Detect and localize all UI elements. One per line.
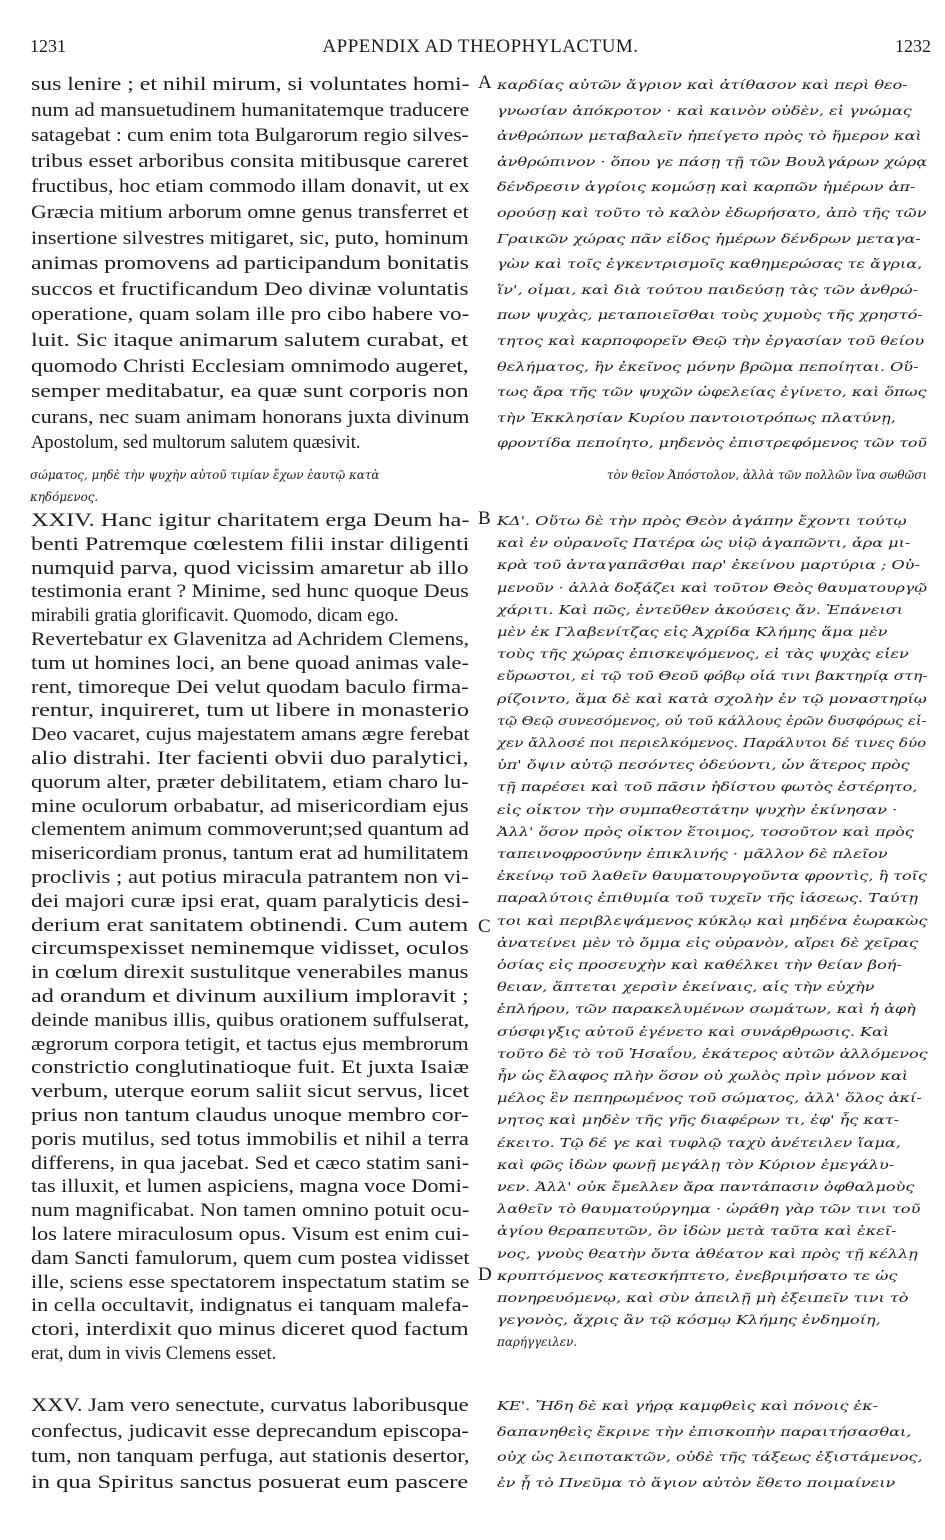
text-line: παραλύτοις ἐπιθυμία τοῦ τυχεῖν τῆς ἰάσεως. Ταύτῃ [497, 891, 919, 906]
text-line: Revertebatur ex Glavenitza ad Achridem Clemens, [31, 629, 470, 650]
text-line: εἰς οἶκτον τὴν συμπαθεστάτην ψυχὴν ἐκίνησαν · [497, 802, 898, 817]
text-line: κρυπτόμενος κατεσκήπτετο, ἐνεβριμήσατο τε ὡς [497, 1268, 898, 1283]
text-line: derium erat sanitatem obtinendi. Cum autem [31, 914, 469, 936]
text-line: mirabili gratia glorificavit. Quomodo, dicam ego. [31, 605, 399, 627]
text-line: φροντίδα πεποίητο, μηδενὸς ἐπιστρεφόμενος τῶν τοῦ [497, 436, 927, 451]
text-line: ΚΕ'. Ἤδη δὲ καὶ γήρᾳ καμφθεὶς καὶ πόνοις ἐκ- [497, 1399, 879, 1413]
text-line: νεν. Ἀλλ' οὐκ ἔμελλεν ἄρα παντάπασιν ὀφθαλμοὺς [497, 1180, 915, 1194]
text-line: χάριτι. Καὶ πῶς, ἐντεῦθεν ἀκούσεις ἄν. Ἐπάνεισι [497, 602, 904, 617]
text-line: XXIV. Hanc igitur charitatem erga Deum ha- [31, 510, 470, 531]
greek-full-line-left: σώματος, μηδὲ τὴν ψυχὴν αὐτοῦ τιμίαν ἔχων ἑαυτῷ κατὰ [30, 468, 380, 482]
text-line: ταπεινοφροσύνην ἐπικλινής · μᾶλλον δὲ πλεῖον [497, 847, 888, 861]
text-line: succos et fructificandum Deo divinæ voluntatis [31, 278, 469, 300]
text-line: mine oculorum orbabatur, ad misericordiam ejus [31, 795, 469, 817]
text-line: θελήματος, ἣν ἐκεῖνος μόνην βρῶμα πεποίηται. Οὕ- [497, 359, 919, 374]
text-line: semper meditabatur, ea quæ sunt corporis non [31, 381, 469, 403]
text-line: πων ψυχὰς, μεταποιεῖσθαι τοὺς χυμοὺς τῆς χρηστό- [497, 308, 923, 323]
text-line: μενοῦν · ἀλλὰ δοξάζει καὶ τοῦτον Θεὸς θαυματουργῷ [497, 580, 928, 595]
text-line: tribus esset arboribus consita mitibusque careret [31, 150, 469, 172]
text-line: fructibus, hoc etiam commodo illam donavit, ut ex [31, 176, 470, 198]
text-line: tum ut homines loci, an bene quoad animas vale- [31, 652, 469, 674]
text-line: clementem animum commoverunt;sed quantum ad [31, 819, 470, 841]
text-line: τως ἄρα τῆς τῶν ψυχῶν ὠφελείας ἐγίνετο, καὶ ὅπως [497, 385, 927, 400]
margin-marker-a: A [478, 72, 492, 93]
text-line: πονηρευόμενῳ, καὶ σὺν ἀπειλῇ μὴ ἐξειπεῖν τινι τὸ [497, 1291, 909, 1305]
text-line: ἀνατείνει μὲν τὸ ὄμμα εἰς οὐρανὸν, αἴρει δὲ χεῖρας [497, 935, 918, 950]
text-line: ἁγίου θεραπευτῶν, ὃν ἰδὼν μετὰ ταῦτα καὶ ἐκεῖ- [497, 1224, 897, 1239]
text-line: testimonia erant ? Minime, sed hunc quoque Deus [31, 581, 469, 603]
text-line: num ad mansuetudinem humanitatemque traducere [31, 99, 470, 121]
text-line: dam Sancti famulorum, quem cum postea vidisset [31, 1247, 470, 1269]
text-line: numquid parva, quod vicissim amaretur ab illo [31, 557, 469, 579]
margin-marker-c: C [478, 916, 491, 937]
text-line: δαπανηθεὶς ἔκρινε τὴν ἐπισκοπὴν παραιτήσασθαι, [497, 1424, 912, 1439]
text-line: quomodo Christi Ecclesiam omnimodo augeret, [31, 355, 469, 377]
text-line: in qua Spiritus sanctus posuerat eum pascere [31, 1471, 469, 1493]
page-number-left: 1231 [30, 36, 66, 56]
text-line: ἐν ᾗ τὸ Πνεῦμα τὸ ἅγιον αὐτὸν ἔθετο ποιμαίνειν [497, 1475, 896, 1490]
text-line: καρδίας αὐτῶν ἄγριον καὶ ἀτίθασον καὶ περὶ θεο- [497, 78, 908, 92]
margin-marker-b: B [478, 508, 491, 529]
margin-marker-d: D [478, 1264, 492, 1285]
text-line: constrictio conglutinatioque fuit. Et juxta Isaiæ [31, 1057, 470, 1079]
text-line: operatione, quam solam ille pro cibo habere vo- [31, 304, 470, 326]
text-line: in cœlum direxit sustulitque venerabiles manus [31, 962, 469, 984]
greek-tail-line [30, 484, 927, 510]
text-line: οὐχ ὡς λειποτακτῶν, οὐδὲ τῆς τάξεως ἐξιστάμενος, [497, 1450, 923, 1464]
text-line: ἐκείνῳ τοῦ λαθεῖν θαυματουργοῦντα φροντὶς, ἢ τοῖς [497, 869, 927, 884]
text-line: poris mutilus, sed totus immobilis et nihil a terra [31, 1128, 469, 1150]
text-line: παρήγγειλεν. [497, 1335, 578, 1350]
text-line: ægrorum corpora tetigit, et tactus ejus membrorum [31, 1033, 469, 1055]
text-line: tas illuxit, et lumen aspiciens, magna voce Domi- [31, 1176, 470, 1198]
text-line: ρίζοιντο, ἅμα δὲ καὶ κατὰ σχολὴν ἐν τῷ μοναστηρίῳ [497, 691, 927, 706]
text-line: χεν ἄλλοσέ ποι περιελκόμενος. Παράλυτοι δέ τινες δύο [497, 736, 927, 750]
text-line: γνωσίαν ἀπόκροτον · καὶ καινὸν οὐδὲν, εἰ γνώμας [497, 103, 912, 118]
text-line: τοι καὶ περιβλεψάμενος κύκλῳ καὶ μηδένα ἑωρακὼς [497, 913, 928, 928]
text-line: τῷ Θεῷ συνεσόμενος, οὗ τοῦ κάλλους ἐρῶν δυσφόρως εἶ- [497, 713, 927, 728]
text-line: Ἀλλ' ὅσον πρὸς οἶκτον ἕτοιμος, τοσοῦτον καὶ πρὸς [497, 824, 914, 839]
text-line: ὁσίας εἰς προσευχὴν καὶ καθέλκει τὴν θείαν βοή- [497, 958, 902, 972]
text-line: ἦν ὡς ἔλαφος πλὴν ὅσον οὐ χωλὸς πρὶν μόνον καὶ [497, 1069, 909, 1083]
text-line: XXV. Jam vero senectute, curvatus laboribusque [31, 1395, 469, 1416]
text-line: τοὺς τῆς χώρας ἐπισκεψόμενος, εἰ τὰς ψυχὰς εἶεν [497, 647, 909, 662]
text-line: Γραικῶν χώρας πᾶν εἶδος ἡμέρων δένδρων μεταγα- [497, 231, 921, 246]
text-line: ctori, interdixit quo minus diceret quod factum [31, 1319, 469, 1341]
text-line: καὶ ἐν οὐρανοῖς Πατέρα ὡς υἱῷ ἀγαπῶντι, ἆρα μι- [497, 536, 911, 551]
text-line: γεγονὸς, ἄχρις ἂν τῷ κόσμῳ Κλήμης ἐνδημοίη, [497, 1313, 881, 1328]
text-line: νος, γνοὺς θεατὴν ὄντα ἀθέατον καὶ πρὸς τῇ κέλλῃ [497, 1246, 918, 1261]
text-line: Deo vacaret, cujus majestatem amans ægre ferebat [31, 724, 470, 746]
text-line: τῇ παρέσει καὶ τοῦ πᾶσιν ἡδίστου φωτὸς ἐστέρητο, [497, 780, 918, 795]
text-line: ΚΔ'. Οὕτω δὲ τὴν πρὸς Θεὸν ἀγάπην ἔχοντι τούτῳ [497, 514, 907, 528]
text-line: τὴν Ἐκκλησίαν Κυρίου παντοιοτρόπως πλατύνῃ, [497, 410, 896, 425]
text-line: ὑπ' ὄψιν αὐτῷ πεσόντες ὁδεύοντι, ὧν ἅτερος πρὸς [497, 758, 910, 773]
text-line: μὲν ἐκ Γλαβενίτζας εἰς Ἀχρίδα Κλήμης ἅμα μὲν [497, 625, 888, 639]
text-line: in cella occultavit, indignatus ei tanquam malefa- [31, 1295, 469, 1317]
text-line: γὼν καὶ τοῖς ἐγκεντρισμοῖς καθημερώσας τε ἄγρια, [497, 257, 923, 272]
text-line: μέλος ἓν πεπηρωμένος τοῦ σώματος, ἀλλ' ὅλος ἀκί- [497, 1091, 922, 1106]
text-line: rent, timoreque Dei velut quodam baculo firma- [31, 676, 469, 698]
text-line: quorum alter, præter debilitatem, etiam charo lu- [31, 771, 469, 793]
text-line: κρὰ τοῦ ἀνταγαπᾶσθαι παρ' ἐκείνου μαρτύρια ; Οὐ- [497, 558, 920, 573]
text-line: dei majori curæ ipsi erat, quam paralyticis desi- [31, 890, 470, 912]
text-line: ορούσῃ καὶ τοῦτο τὸ καλὸν ἐδωρήσατο, ἀπὸ τῆς τῶν [497, 206, 927, 220]
text-line: satagebat : cum enim tota Bulgarorum regio silves- [31, 125, 469, 147]
text-line: εὔρωστοι, εἰ τῷ τοῦ Θεοῦ φόβῳ οἷά τινι βακτηρίᾳ στη- [497, 669, 928, 684]
text-line: differens, in qua jacebat. Sed et cæco statim sani- [31, 1152, 470, 1174]
text-line: misericordiam pronus, tantum erat ad humilitatem [31, 843, 469, 865]
text-line: circumspexisset neminemque vidisset, oculos [31, 938, 469, 960]
text-line: proclivis ; aut potius miracula patrantem non vi- [31, 867, 469, 888]
text-line: insertione silvestres mitigaret, sic, puto, hominum [31, 227, 469, 249]
text-line: νητος καὶ μηδὲν τῆς γῆς διαφέρων τι, ἐφ' ἧς κατ- [497, 1113, 900, 1128]
page-header [30, 36, 931, 66]
text-line: θειαν, ἅπτεται χερσὶν ἐκείναις, αἷς τὴν εὐχὴν [497, 980, 875, 995]
text-line: ad orandum et divinum auxilium imploravit ; [31, 986, 469, 1007]
text-line: δένδρεσιν ἀγρίοις κομώσῃ καὶ καρπῶν ἡμέρων ἀπ- [497, 180, 916, 195]
text-line: benti Patremque cœlestem filii instar diligenti [31, 533, 470, 555]
text-line: σύσφιγξις αὐτοῦ ἐγένετο καὶ συνάρθρωσις. Καὶ [497, 1024, 890, 1039]
text-line: num magnificabat. Non tamen omnino potuit ocu- [31, 1200, 470, 1222]
text-line: ἀνθρώπων μεταβαλεῖν ἠπείγετο πρὸς τὸ ἥμερον καὶ [497, 129, 922, 144]
page-number-right: 1232 [895, 36, 931, 56]
greek-tail-text: κηδόμενος. [30, 490, 99, 504]
text-line: τοῦτο δὲ τὸ τοῦ Ἡσαΐου, ἑκάτερος αὐτῶν ἀλλόμενος [497, 1046, 928, 1061]
text-line: ἐπλήρου, τῶν παρακελυμένων σωμάτων, καὶ ἡ ἀφὴ [497, 1002, 916, 1017]
text-line: rentur, inquireret, tum ut libere in monasterio [31, 700, 470, 722]
text-line: confectus, judicavit esse deprecandum episcopa- [31, 1420, 469, 1442]
greek-full-line-right: τὸν θεῖον Ἀπόστολον, ἀλλὰ τῶν πολλῶν ἵνα σωθῶσι [606, 468, 927, 482]
text-line: deinde manibus illis, quibus orationem suffulserat, [31, 1009, 470, 1031]
text-line: Apostolum, sed multorum salutem quæsivit. [31, 432, 361, 454]
text-line: Græcia mitium arborum omne genus transferret et [31, 202, 469, 223]
text-line: tum, non tanquam perfuga, aut stationis desertor, [31, 1446, 470, 1467]
text-line: alio distrahi. Iter facienti obvii duo paralytici, [31, 748, 469, 769]
text-line: ἀνθρώπινον · ὅπου γε πάσῃ τῇ τῶν Βουλγάρων χώρᾳ [497, 154, 928, 169]
text-line: τητος καὶ καρποφορεῖν Θεῷ τὴν ἐργασίαν τοῦ θείου [497, 334, 925, 348]
running-title: APPENDIX AD THEOPHYLACTUM. [322, 36, 639, 57]
text-line: verbum, uterque eorum saliit sicut servus, licet [31, 1081, 470, 1103]
text-line: ἵν', οἶμαι, καὶ διὰ τούτου παιδεύσῃ τὰς τῶν ἀνθρώ- [497, 282, 919, 297]
text-line: έκειτο. Τῷ δέ γε καὶ τυφλῷ ταχὺ ἀνέτειλεν ἴαμα, [497, 1135, 901, 1150]
text-line: erat, dum in vivis Clemens esset. [31, 1343, 277, 1364]
text-line: animas promovens ad participandum bonitatis [31, 253, 469, 275]
text-line: curans, nec suam animam honorans juxta divinum [31, 406, 470, 428]
text-line: luit. Sic itaque animarum salutem curabat, et [31, 330, 469, 351]
text-line: prius non tantum claudus unoque membro cor- [31, 1105, 469, 1126]
text-line: sus lenire ; et nihil mirum, si voluntates homi- [31, 74, 470, 95]
text-line: καὶ φῶς ἰδὼν φωνῇ μεγάλῃ τὸν Κύριον ἐμεγάλυ- [497, 1157, 895, 1172]
text-line: λαθεῖν τὸ θαυματούργημα · ὠράθη γὰρ τῶν τινι τοῦ [497, 1202, 921, 1217]
text-line: los latere miraculosum opus. Visum est enim cui- [31, 1224, 470, 1245]
text-line: ille, sciens esse spectatorem inspectatum statim se [31, 1271, 470, 1293]
